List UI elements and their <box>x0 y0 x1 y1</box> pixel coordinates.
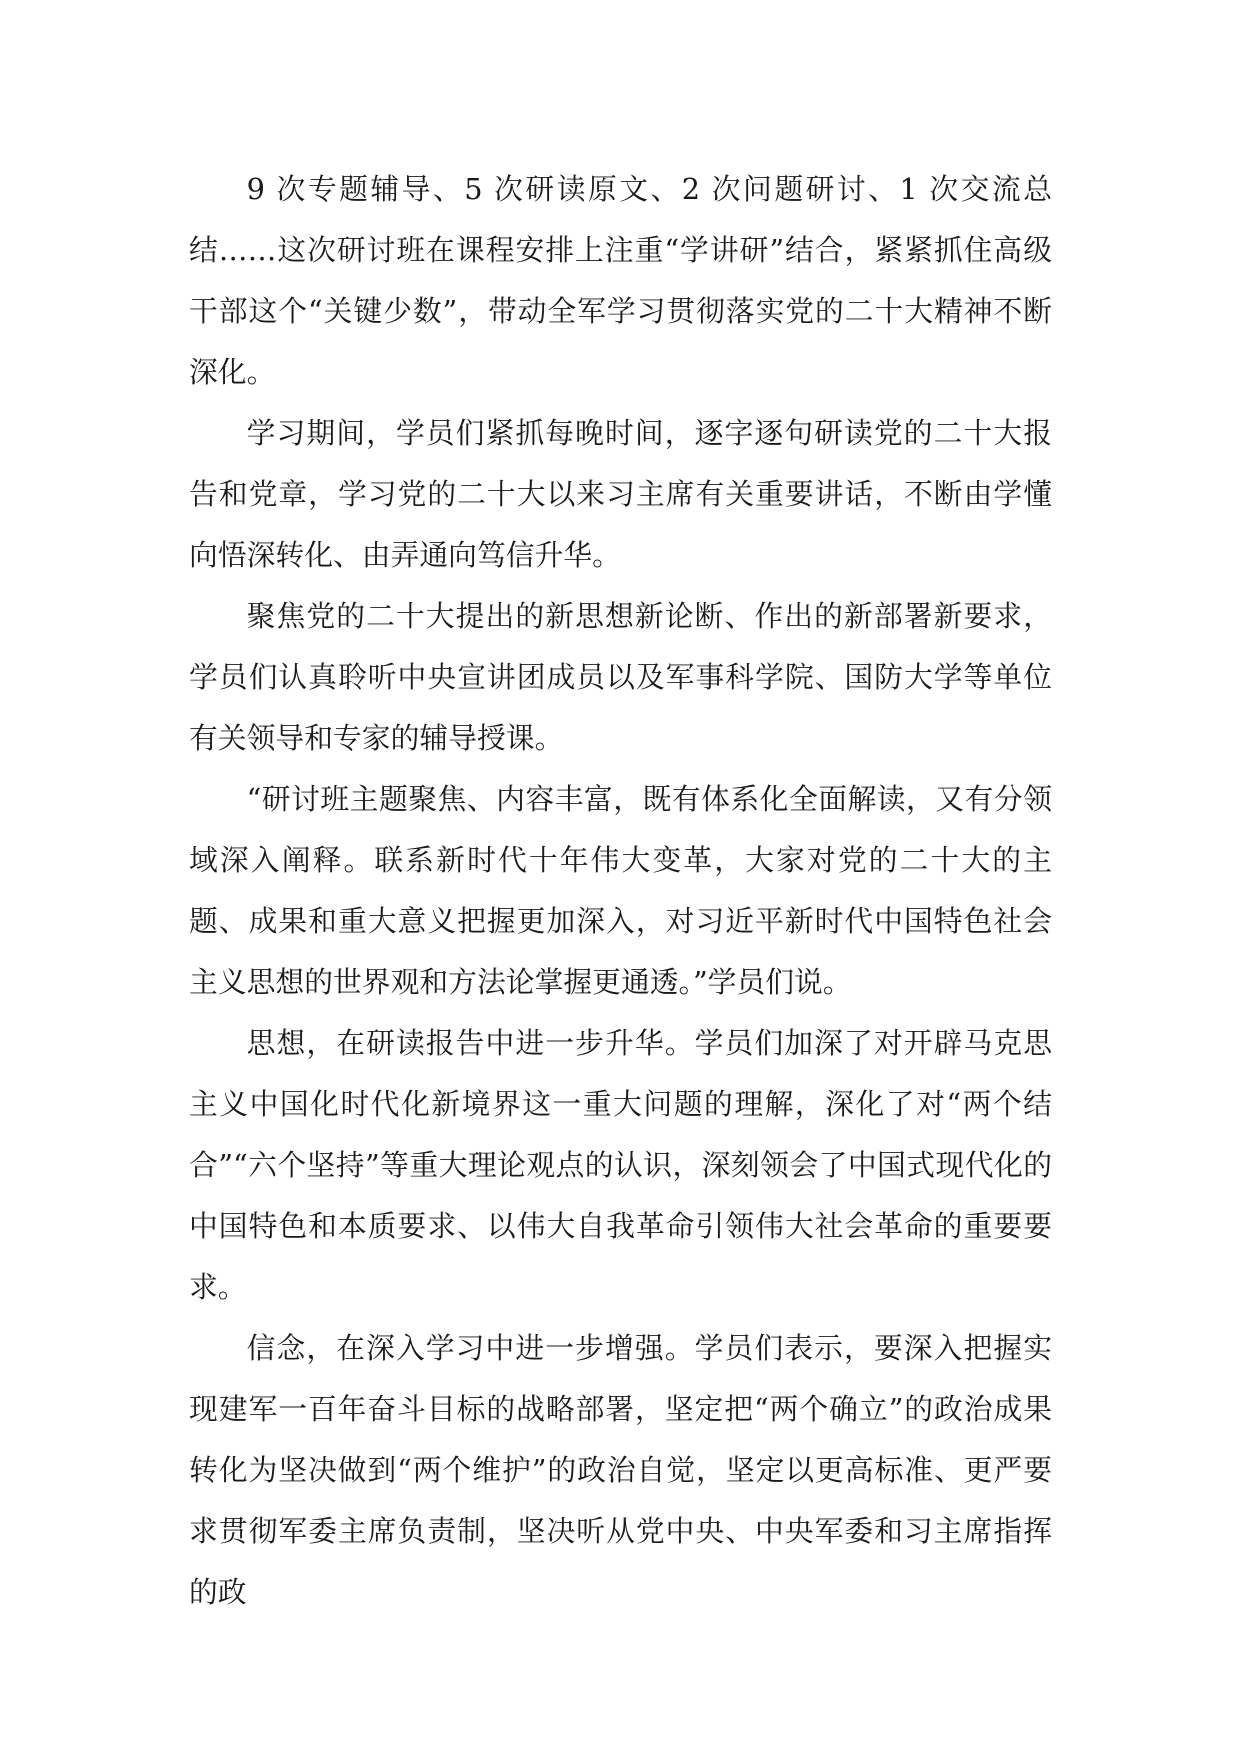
document-body <box>189 159 1052 1623</box>
paragraph-6: 信念，在深入学习中进一步增强。学员们表示，要深入把握实现建军一百年奋斗目标的战略部署，坚定把“两个确立”的政治成果转化为坚决做到“两个维护”的政治自觉，坚定以更高标准、更严要求贯彻军委主席负责制，坚决听从党中央、中央军委和习主席指挥的政 <box>189 1331 1052 1609</box>
paragraph-1: 9 次专题辅导、5 次研读原文、2 次问题研讨、1 次交流总结……这次研讨班在课程安排上注重“学讲研”结合，紧紧抓住高级干部这个“关键少数”，带动全军学习贯彻落实党的二十大精神不断深化。 <box>189 172 1052 389</box>
paragraph-5: 思想，在研读报告中进一步升华。学员们加深了对开辟马克思主义中国化时代化新境界这一重大问题的理解，深化了对“两个结合”“六个坚持”等重大理论观点的认识，深刻领会了中国式现代化的中国特色和本质要求、以伟大自我革命引领伟大社会革命的重要要求。 <box>189 1026 1052 1304</box>
paragraph-3: 聚焦党的二十大提出的新思想新论断、作出的新部署新要求，学员们认真聆听中央宣讲团成员以及军事科学院、国防大学等单位有关领导和专家的辅导授课。 <box>189 599 1052 755</box>
paragraph-4: “研讨班主题聚焦、内容丰富，既有体系化全面解读，又有分领域深入阐释。联系新时代十年伟大变革，大家对党的二十大的主题、成果和重大意义把握更加深入，对习近平新时代中国特色社会主义思想的世界观和方法论掌握更通透。”学员们说。 <box>189 782 1052 999</box>
paragraph-2: 学习期间，学员们紧抓每晚时间，逐字逐句研读党的二十大报告和党章，学习党的二十大以来习主席有关重要讲话，不断由学懂向悟深转化、由弄通向笃信升华。 <box>189 416 1052 572</box>
